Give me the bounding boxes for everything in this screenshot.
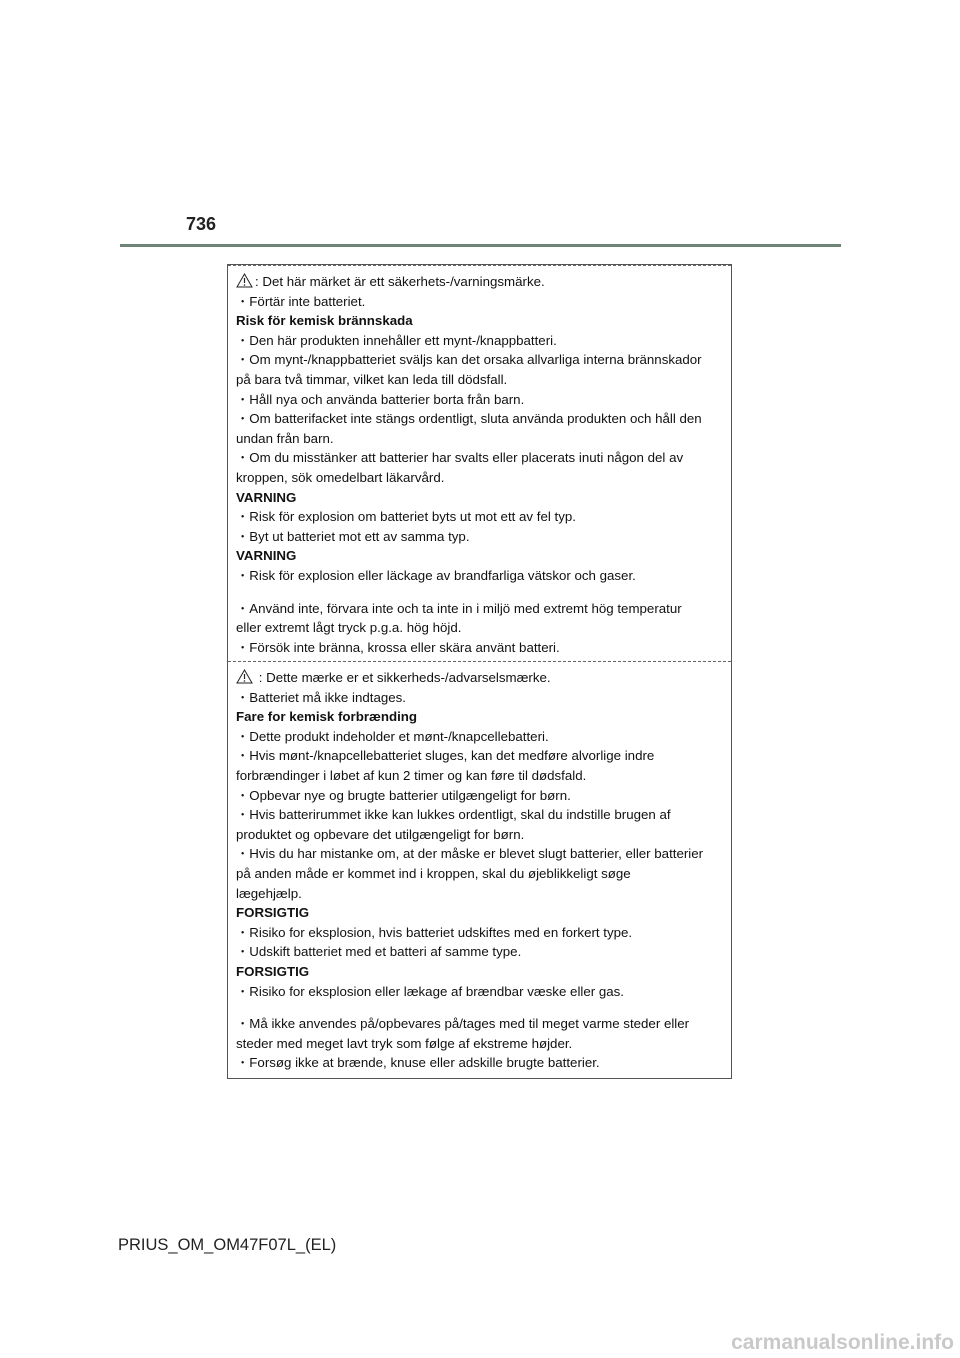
text-line: lægehjælp. bbox=[236, 885, 302, 901]
text-line: ・Hvis batterirummet ikke kan lukkes ordentligt, skal du indstille brugen af bbox=[236, 807, 671, 823]
text-line: ・Hvis du har mistanke om, at der måske er blevet slugt batterier, eller batterier bbox=[236, 846, 704, 862]
section-heading: Risk för kemisk brännskada bbox=[236, 313, 413, 329]
section-heading: VARNING bbox=[236, 548, 297, 564]
text-line: ・Håll nya och använda batterier borta från barn. bbox=[236, 391, 525, 407]
text-line: produktet og opbevare det utilgængeligt for børn. bbox=[236, 826, 525, 842]
text-line: ・Risk för explosion om batteriet byts ut mot ett av fel typ. bbox=[236, 509, 576, 525]
text-line: kroppen, sök omedelbart läkarvård. bbox=[236, 469, 445, 485]
text-line: ・Använd inte, förvara inte och ta inte in i miljö med extremt hög temperatur bbox=[236, 600, 682, 616]
text-line: ・Den här produkten innehåller ett mynt-/knappbatteri. bbox=[236, 332, 557, 348]
text-line: ・Må ikke anvendes på/opbevares på/tages med til meget varme steder eller bbox=[236, 1016, 690, 1032]
text-line: ・Risk för explosion eller läckage av brandfarliga vätskor och gaser. bbox=[236, 567, 636, 583]
text-line: forbrændinger i løbet af kun 2 timer og kan føre til dødsfald. bbox=[236, 767, 587, 783]
section-heading: FORSIGTIG bbox=[236, 905, 310, 921]
watermark: carmanualsonline.info bbox=[731, 1331, 954, 1354]
text-line: ・Opbevar nye og brugte batterier utilgængeligt for børn. bbox=[236, 787, 571, 803]
section-heading: Fare for kemisk forbrænding bbox=[236, 709, 418, 725]
text-line: ・Batteriet må ikke indtages. bbox=[236, 689, 406, 705]
danish-section bbox=[228, 661, 731, 1073]
text-line: undan från barn. bbox=[236, 430, 334, 446]
text-line: ・Om mynt-/knappbatteriet sväljs kan det orsaka allvarliga interna brännskador bbox=[236, 352, 702, 368]
text-line: ・Risiko for eksplosion, hvis batteriet udskiftes med en forkert type. bbox=[236, 924, 633, 940]
battery-warning-box bbox=[227, 264, 732, 1079]
warning-triangle-icon bbox=[236, 273, 253, 288]
text-line: på bara två timmar, vilket kan leda till dödsfall. bbox=[236, 371, 508, 387]
warning-triangle-icon bbox=[236, 669, 253, 684]
text-line: steder med meget lavt tryk som følge af ekstreme højder. bbox=[236, 1035, 573, 1051]
section-heading: VARNING bbox=[236, 489, 297, 505]
text-line: ・Forsøg ikke at brænde, knuse eller adskille brugte batterier. bbox=[236, 1055, 600, 1071]
swedish-symbol-line bbox=[236, 272, 723, 292]
swedish-section bbox=[228, 265, 731, 657]
text-line: ・Hvis mønt-/knapcellebatteriet sluges, kan det medføre alvorlige indre bbox=[236, 748, 655, 764]
text-line: på anden måde er kommet ind i kroppen, skal du øjeblikkeligt søge bbox=[236, 865, 631, 881]
text-line: ・Försök inte bränna, krossa eller skära använt batteri. bbox=[236, 639, 560, 655]
section-heading: FORSIGTIG bbox=[236, 963, 310, 979]
header-rule bbox=[120, 244, 841, 247]
danish-symbol-line bbox=[236, 668, 723, 688]
danish-symbol-text: : Dette mærke er et sikkerheds-/advarselsmærke. bbox=[258, 670, 551, 685]
paragraph-gap bbox=[236, 586, 723, 599]
text-line: ・Förtär inte batteriet. bbox=[236, 293, 366, 309]
swedish-symbol-text: : Det här märket är ett säkerhets-/varningsmärke. bbox=[255, 274, 545, 289]
swedish-text bbox=[236, 272, 723, 657]
page-number: 736 bbox=[186, 214, 217, 234]
text-line: ・Om du misstänker att batterier har svalts eller placerats inuti någon del av bbox=[236, 450, 684, 466]
paragraph-gap bbox=[236, 1001, 723, 1014]
text-line: ・Risiko for eksplosion eller lækage af brændbar væske eller gas. bbox=[236, 983, 624, 999]
danish-text bbox=[236, 668, 723, 1073]
text-line: ・Dette produkt indeholder et mønt-/knapcellebatteri. bbox=[236, 728, 549, 744]
text-line: eller extremt lågt tryck p.g.a. hög höjd. bbox=[236, 620, 462, 636]
text-line: ・Byt ut batteriet mot ett av samma typ. bbox=[236, 528, 470, 544]
text-line: ・Udskift batteriet med et batteri af samme type. bbox=[236, 944, 522, 960]
text-line: ・Om batterifacket inte stängs ordentligt, sluta använda produkten och håll den bbox=[236, 411, 702, 427]
document-code: PRIUS_OM_OM47F07L_(EL) bbox=[118, 1236, 337, 1254]
